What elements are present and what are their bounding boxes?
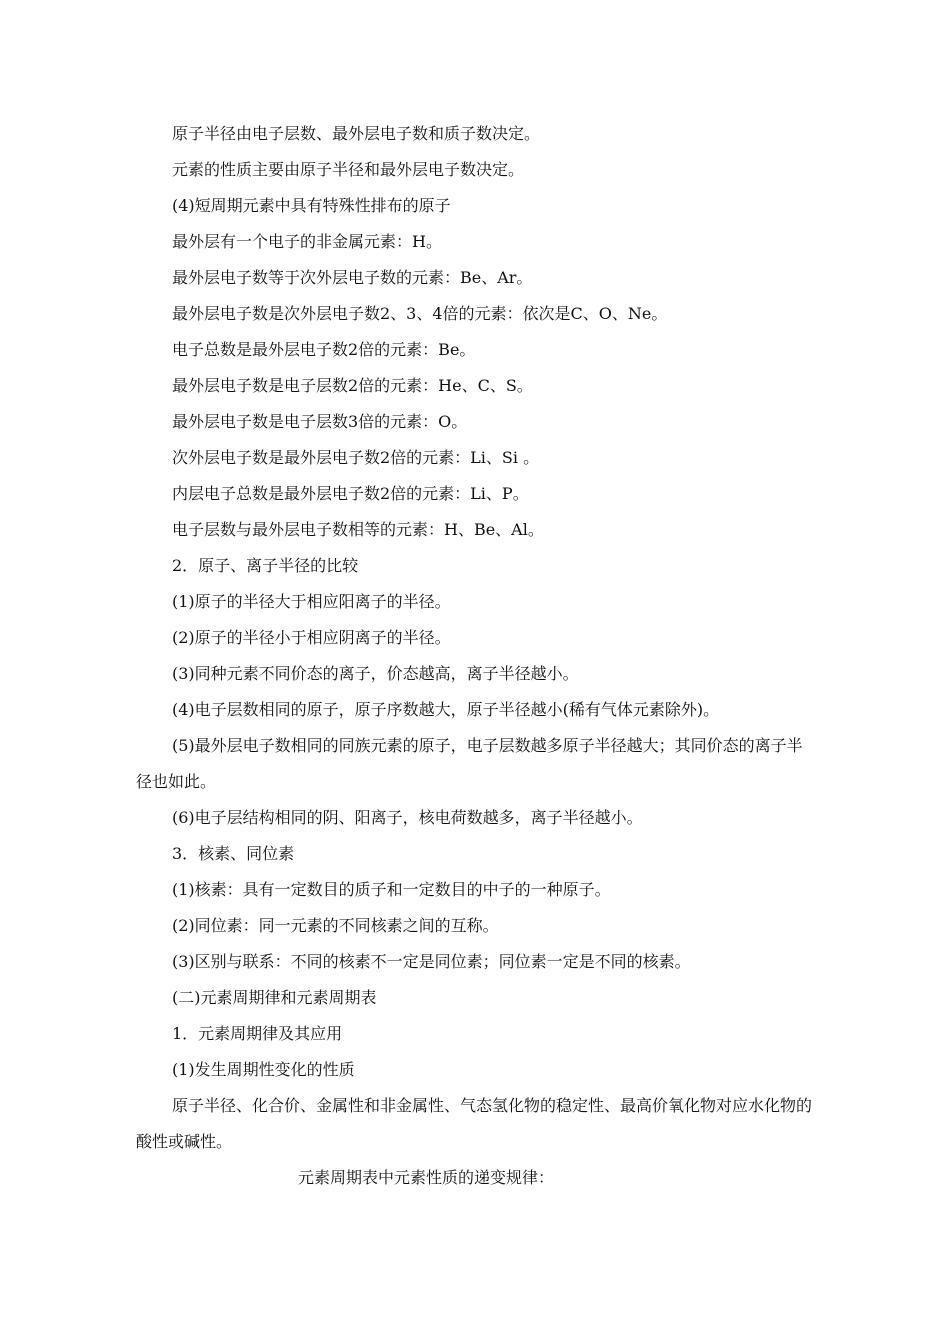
paragraph: (2)原子的半径小于相应阴离子的半径。 [172,628,451,647]
paragraph: (5)最外层电子数相同的同族元素的原子，电子层数越多原子半径越大；其同价态的离子半径也如此。 [136,736,803,791]
paragraph: (4)电子层数相同的原子，原子序数越大，原子半径越小(稀有气体元素除外)。 [172,700,720,719]
paragraph: 最外层电子数是电子层数2倍的元素：He、C、S。 [172,376,533,395]
paragraph: (6)电子层结构相同的阴、阳离子，核电荷数越多，离子半径越小。 [172,808,643,827]
paragraph: 最外层电子数是电子层数3倍的元素：O。 [172,412,468,431]
document-body [136,116,816,1196]
paragraph: (1)原子的半径大于相应阳离子的半径。 [172,592,451,611]
paragraph: 电子层数与最外层电子数相等的元素：H、Be、Al。 [172,520,544,539]
paragraph: (1)核素：具有一定数目的质子和一定数目的中子的一种原子。 [172,880,611,899]
paragraph: (1)发生周期性变化的性质 [172,1060,355,1079]
paragraph: 次外层电子数是最外层电子数2倍的元素：Li、Si 。 [172,448,540,467]
table-caption: 元素周期表中元素性质的递变规律： [298,1168,555,1187]
paragraph: (3)同种元素不同价态的离子，价态越高，离子半径越小。 [172,664,579,683]
paragraph: 最外层电子数是次外层电子数2、3、4倍的元素：依次是C、O、Ne。 [172,304,668,323]
section-heading: (二)元素周期律和元素周期表 [172,988,377,1007]
paragraph: (4)短周期元素中具有特殊性排布的原子 [172,196,451,215]
paragraph: 电子总数是最外层电子数2倍的元素：Be。 [172,340,476,359]
section-heading: 2．原子、离子半径的比较 [172,556,359,575]
paragraph: 最外层电子数等于次外层电子数的元素：Be、Ar。 [172,268,533,287]
paragraph: 最外层有一个电子的非金属元素：H。 [172,232,442,251]
paragraph: 内层电子总数是最外层电子数2倍的元素：Li、P。 [172,484,529,503]
paragraph: 元素的性质主要由原子半径和最外层电子数决定。 [172,160,525,179]
paragraph: (3)区别与联系：不同的核素不一定是同位素；同位素一定是不同的核素。 [172,952,691,971]
paragraph: 原子半径、化合价、金属性和非金属性、气态氢化物的稳定性、最高价氧化物对应水化物的酸性或碱性。 [136,1096,813,1151]
section-heading: 1．元素周期律及其应用 [172,1024,343,1043]
paragraph: (2)同位素：同一元素的不同核素之间的互称。 [172,916,499,935]
paragraph: 原子半径由电子层数、最外层电子数和质子数决定。 [172,124,541,143]
section-heading: 3．核素、同位素 [172,844,295,863]
